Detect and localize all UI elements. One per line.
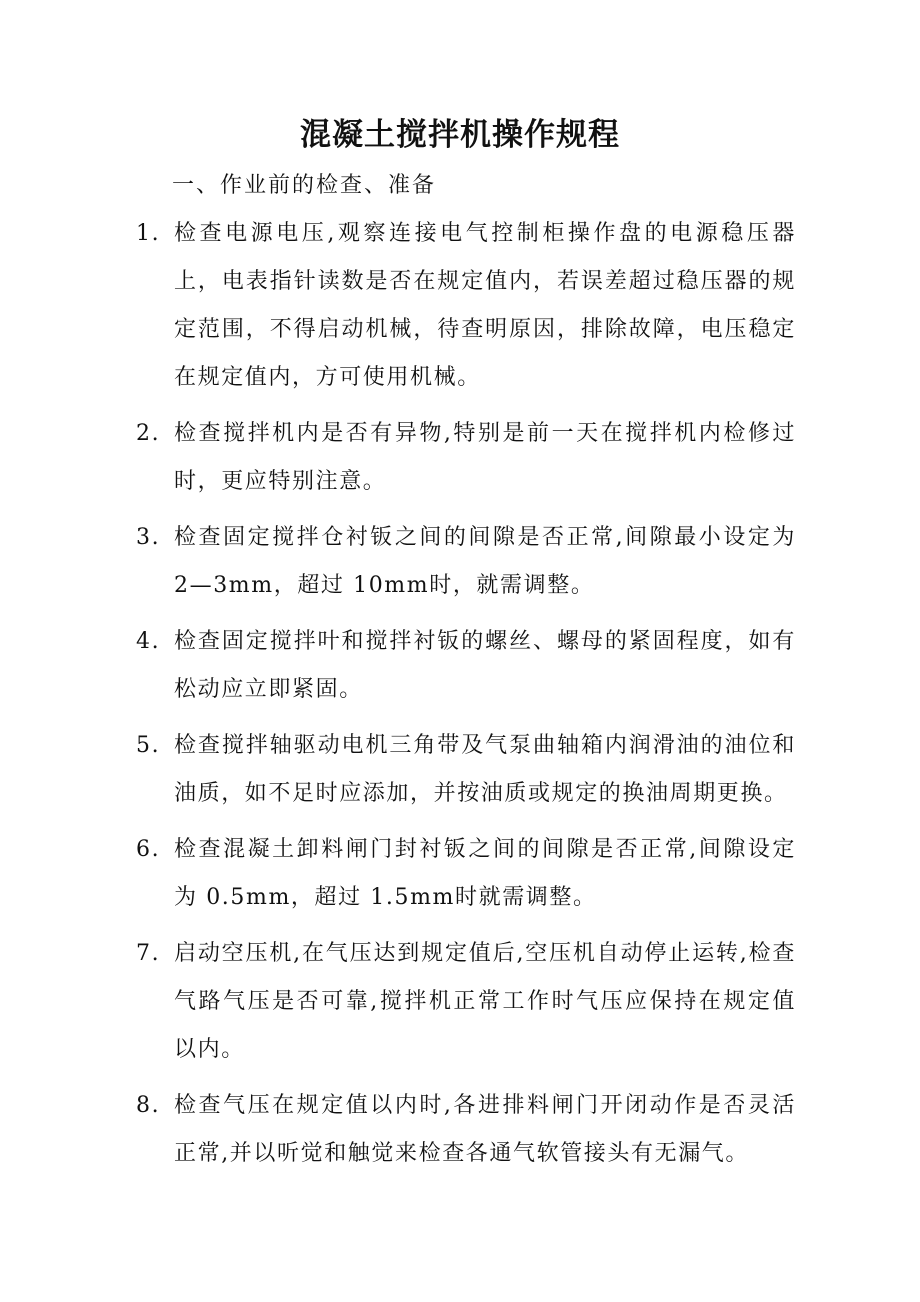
list-item xyxy=(136,826,796,922)
checklist xyxy=(136,210,796,1186)
item-text: 检查固定搅拌叶和搅拌衬钣的螺丝、螺母的紧固程度，如有松动应立即紧固。 xyxy=(174,629,796,702)
item-text: 检查混凝土卸料闸门封衬钣之间的间隙是否正常,间隙设定为 0.5mm，超过 1.5mm时就需调整。 xyxy=(174,837,796,910)
list-item xyxy=(136,514,796,610)
item-text: 检查气压在规定值以内时,各进排料闸门开闭动作是否灵活正常,并以听觉和触觉来检查各通气软管接头有无漏气。 xyxy=(174,1093,796,1166)
document-title: 混凝土搅拌机操作规程 xyxy=(300,117,620,153)
item-number: 4. xyxy=(136,629,161,654)
list-item xyxy=(136,930,796,1074)
item-number: 2. xyxy=(136,421,161,446)
item-text: 检查固定搅拌仓衬钣之间的间隙是否正常,间隙最小设定为 2—3mm，超过 10mm时，就需调整。 xyxy=(174,525,796,598)
item-number: 1. xyxy=(136,221,161,246)
list-item xyxy=(136,210,796,402)
section-heading: 一、作业前的检查、准备 xyxy=(172,173,437,198)
list-item xyxy=(136,410,796,506)
list-item xyxy=(136,1082,796,1178)
item-number: 3. xyxy=(136,525,161,550)
item-number: 6. xyxy=(136,837,161,862)
list-item xyxy=(136,722,796,818)
item-text: 检查电源电压,观察连接电气控制柜操作盘的电源稳压器上，电表指针读数是否在规定值内，若误差超过稳压器的规定范围，不得启动机械，待查明原因，排除故障，电压稳定在规定值内，方可使用机械。 xyxy=(174,221,796,390)
item-text: 检查搅拌机内是否有异物,特别是前一天在搅拌机内检修过时，更应特别注意。 xyxy=(174,421,796,494)
item-number: 5. xyxy=(136,733,161,758)
item-text: 检查搅拌轴驱动电机三角带及气泵曲轴箱内润滑油的油位和油质，如不足时应添加，并按油质或规定的换油周期更换。 xyxy=(174,733,796,806)
item-number: 8. xyxy=(136,1093,161,1118)
list-item xyxy=(136,618,796,714)
item-number: 7. xyxy=(136,941,161,966)
item-text: 启动空压机,在气压达到规定值后,空压机自动停止运转,检查气路气压是否可靠,搅拌机正常工作时气压应保持在规定值以内。 xyxy=(174,941,796,1062)
